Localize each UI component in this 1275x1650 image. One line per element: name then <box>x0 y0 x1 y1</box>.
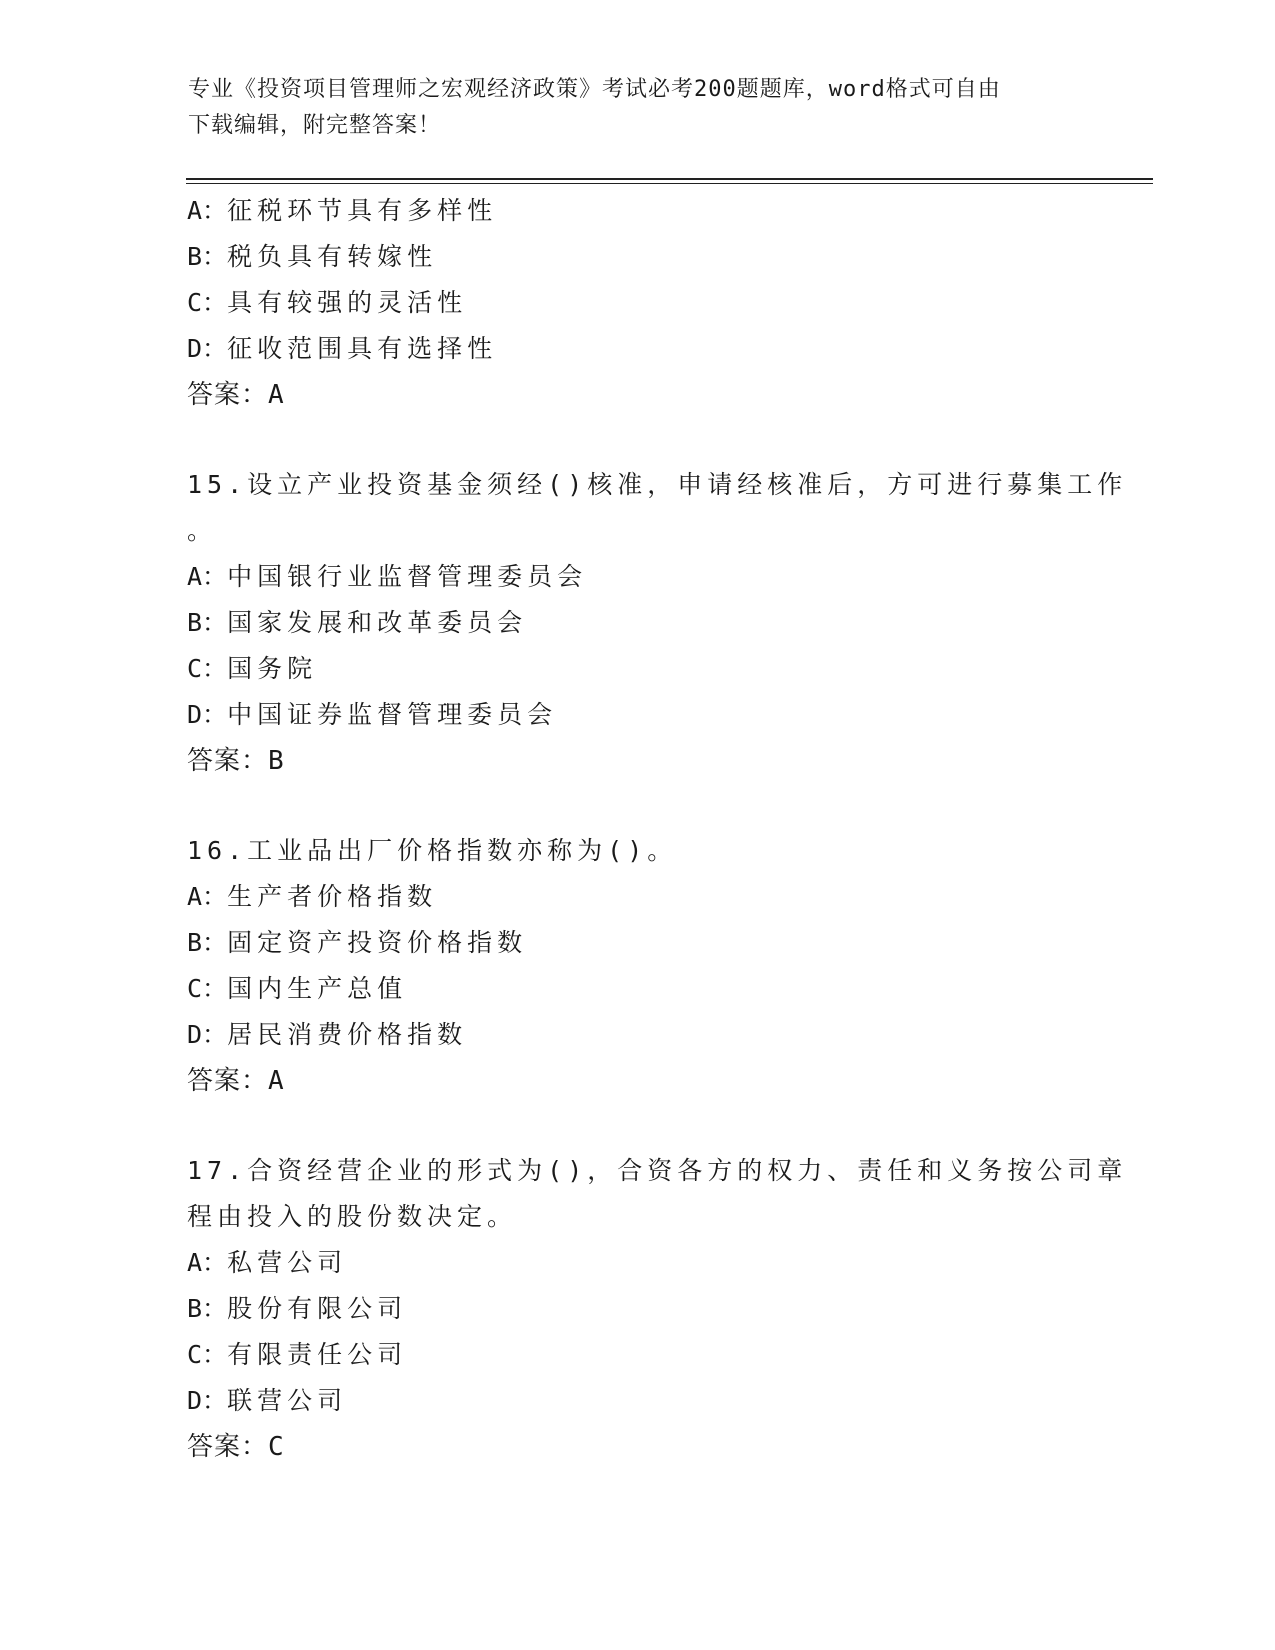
option-a: A：征税环节具有多样性 <box>187 196 498 225</box>
question-text: 17.合资经营企业的形式为()，合资各方的权力、责任和义务按公司章 <box>187 1156 1128 1185</box>
question-text-cont: 。 <box>187 516 218 545</box>
option-d: D：征收范围具有选择性 <box>187 334 498 363</box>
option-b: B：固定资产投资价格指数 <box>187 928 528 957</box>
header-line-2: 下载编辑，附完整答案！ <box>188 113 442 138</box>
option-b: B：税负具有转嫁性 <box>187 242 438 271</box>
answer: 答案：A <box>187 1066 285 1096</box>
option-d: D：联营公司 <box>187 1386 348 1415</box>
question-text-cont: 程由投入的股份数决定。 <box>187 1202 518 1231</box>
question-text: 16.工业品出厂价格指数亦称为()。 <box>187 836 678 865</box>
option-c: C：国务院 <box>187 654 318 683</box>
question-15 <box>187 462 1128 784</box>
option-c: C：有限责任公司 <box>187 1340 408 1369</box>
header-line-1: 专业《投资项目管理师之宏观经济政策》考试必考200题题库，word格式可自由 <box>188 77 1001 102</box>
question-list <box>187 188 1128 1470</box>
question-17 <box>187 1148 1128 1470</box>
header-divider-thin <box>186 183 1153 184</box>
answer: 答案：C <box>187 1432 285 1462</box>
option-d: D：居民消费价格指数 <box>187 1020 468 1049</box>
option-a: A：中国银行业监督管理委员会 <box>187 562 588 591</box>
question-text: 15.设立产业投资基金须经()核准，申请经核准后，方可进行募集工作 <box>187 470 1128 499</box>
option-c: C：国内生产总值 <box>187 974 408 1003</box>
answer: 答案：B <box>187 746 285 776</box>
option-c: C：具有较强的灵活性 <box>187 288 468 317</box>
option-b: B：国家发展和改革委员会 <box>187 608 528 637</box>
answer: 答案：A <box>187 380 285 410</box>
option-b: B：股份有限公司 <box>187 1294 408 1323</box>
option-a: A：私营公司 <box>187 1248 348 1277</box>
question-14 <box>187 188 1087 418</box>
header-divider-thick <box>186 178 1153 180</box>
question-16 <box>187 828 1087 1104</box>
document-header <box>188 72 1088 144</box>
option-a: A：生产者价格指数 <box>187 882 438 911</box>
option-d: D：中国证券监督管理委员会 <box>187 700 558 729</box>
